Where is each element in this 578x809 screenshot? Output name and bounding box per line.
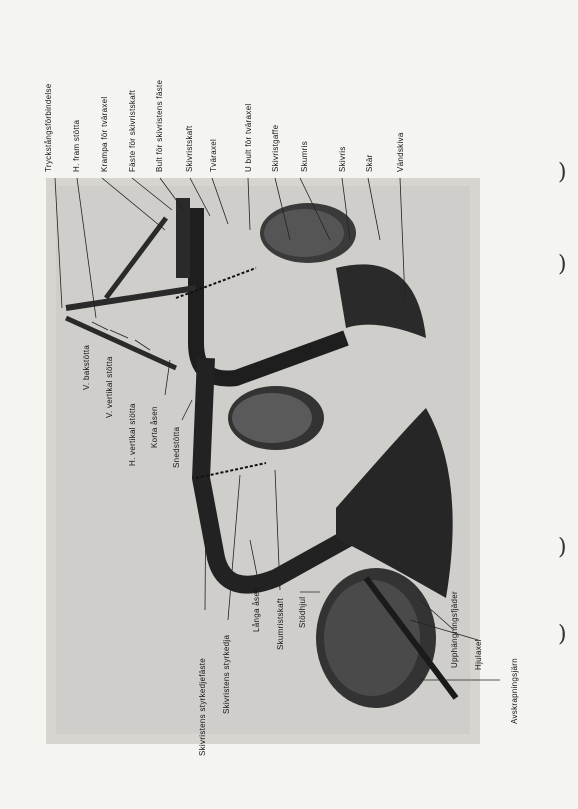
label-skumris: Skumris: [300, 141, 309, 172]
label-skar: Skär: [365, 154, 374, 172]
label-avskrapningsjarn: Avskrapningsjärn: [510, 657, 519, 724]
label-langa-asen: Långa åsen: [252, 587, 261, 632]
label-h-fram-stotta: H. fram stötta: [72, 119, 81, 172]
label-vandskiva: Vändskiva: [396, 132, 405, 172]
label-skivristgaffe: Skivristgaffe: [271, 124, 280, 172]
label-korta-asen: Korta åsen: [150, 406, 159, 448]
margin-mark: ): [558, 535, 567, 560]
label-skivristskaft: Skivristskaft: [185, 125, 194, 172]
label-faste-skivristskaft: Fäste för skivristskaft: [128, 89, 137, 172]
label-tryckstangsforbindelse: Tryckstångsförbindelse: [44, 83, 53, 172]
margin-mark: ): [558, 160, 567, 185]
label-skumristskaft: Skumristskaft: [276, 598, 285, 650]
label-skivris: Skivris: [338, 146, 347, 172]
label-bult-skivristens-faste: Bult för skivristens fäste: [155, 79, 164, 172]
label-u-bult-tvaraxel: U bult för tväraxel: [244, 103, 253, 172]
label-v-bakstotta: V. bakstötta: [82, 344, 91, 390]
label-h-vertikal-stotta: H. vertikal stötta: [128, 403, 137, 466]
margin-mark: ): [558, 252, 567, 277]
label-tvaraxel: Tväraxel: [209, 138, 218, 172]
label-skivristens-styrkedjefaste: Skivristens styrkedjefäste: [198, 657, 207, 756]
label-hjulaxel: Hjulaxel: [474, 639, 483, 670]
margin-mark: ): [558, 622, 567, 647]
label-snedstotta: Snedstötta: [172, 426, 181, 468]
label-v-vertikal-stotta: V. vertikal stötta: [105, 356, 114, 418]
label-krampa-tvaraxel: Krampa för tväraxel: [100, 96, 109, 172]
label-upphangningsfjader: Upphängningsfjäder: [450, 590, 459, 668]
plough-photo: [46, 178, 480, 744]
label-stodhjul: Stödhjul: [298, 596, 307, 628]
label-skivristens-styrkedja: Skivristens styrkedja: [222, 634, 231, 714]
